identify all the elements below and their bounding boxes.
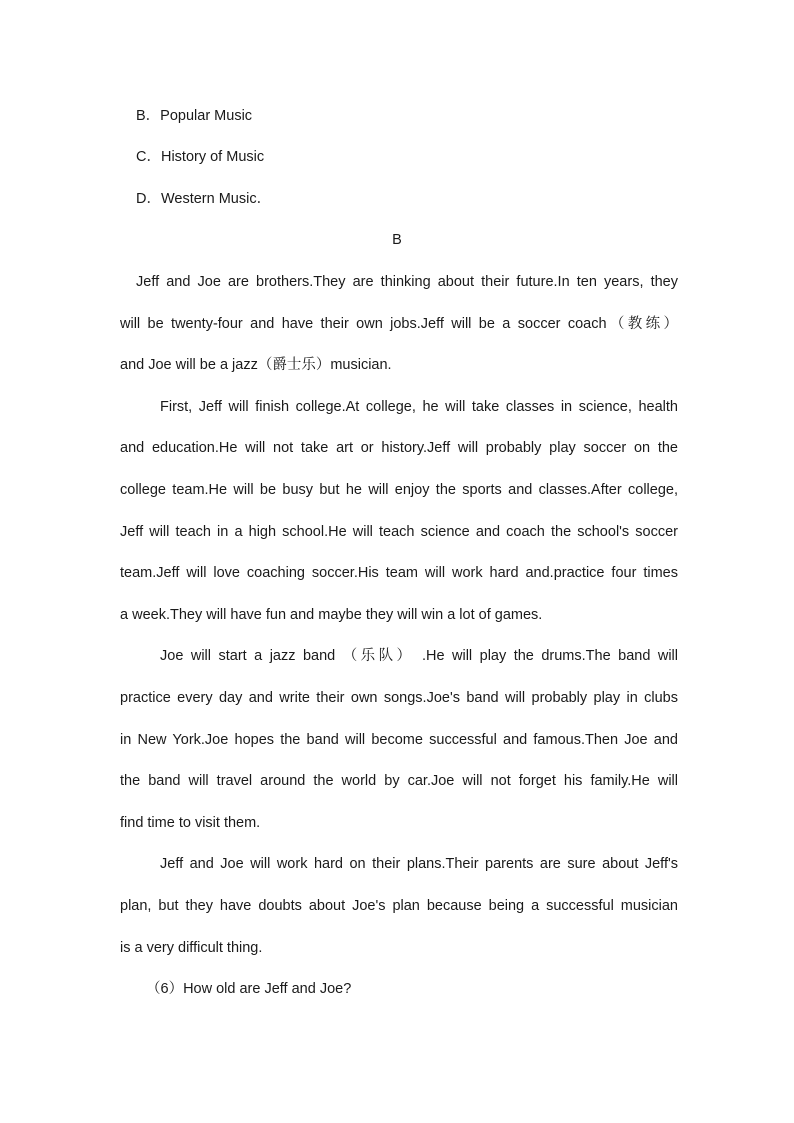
passage-line: the band will travel around the world by car.Joe will not forget his family.He will <box>120 773 678 789</box>
passage-line: and education.He will not take art or history.Jeff will probably play soccer on the <box>120 440 678 456</box>
option-c: C．History of Music <box>136 149 265 165</box>
option-d: D．Western Music． <box>136 191 272 207</box>
passage-line: practice every day and write their own songs.Joe's band will probably play in clubs <box>120 690 678 706</box>
passage-line: college team.He will be busy but he will enjoy the sports and classes.After college, <box>120 482 678 498</box>
passage-line: a week.They will have fun and maybe they will win a lot of games. <box>120 607 543 623</box>
passage-line: in New York.Joe hopes the band will become successful and famous.Then Joe and <box>120 732 678 748</box>
passage-line: Jeff will teach in a high school.He will teach science and coach the school's soccer <box>120 524 678 540</box>
question-6: （6）How old are Jeff and Joe? <box>146 981 352 997</box>
passage-line: First, Jeff will finish college.At college, he will take classes in science, health <box>160 399 678 415</box>
section-label: B <box>392 232 402 248</box>
passage-line: find time to visit them. <box>120 815 261 831</box>
passage-line: and Joe will be a jazz（爵士乐）musician. <box>120 357 392 373</box>
passage-line: is a very difficult thing. <box>120 940 263 956</box>
passage-line: will be twenty-four and have their own jobs.Jeff will be a soccer coach（教练） <box>120 316 678 332</box>
passage-line: Joe will start a jazz band （乐队） .He will play the drums.The band will <box>160 648 678 664</box>
option-b: B．Popular Music <box>136 108 253 124</box>
passage-line: team.Jeff will love coaching soccer.His team will work hard and.practice four times <box>120 565 678 581</box>
passage-line: Jeff and Joe will work hard on their plans.Their parents are sure about Jeff's <box>160 856 678 872</box>
passage-line: plan, but they have doubts about Joe's plan because being a successful musician <box>120 898 678 914</box>
passage-line: Jeff and Joe are brothers.They are thinking about their future.In ten years, they <box>136 274 678 290</box>
